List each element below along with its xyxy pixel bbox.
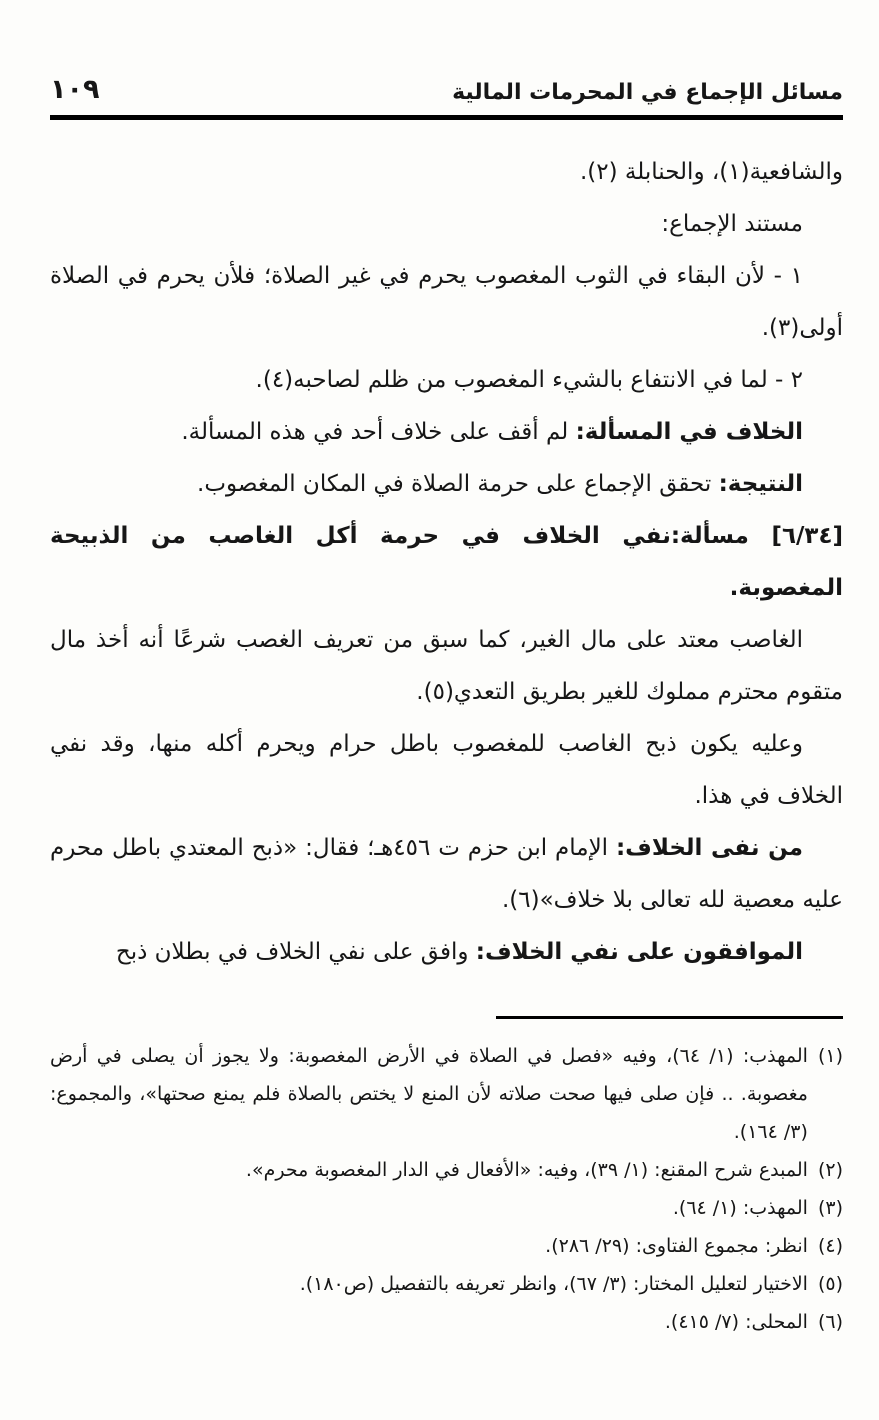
paragraph-text: وعليه يكون ذبح الغاصب للمغصوب باطل حرام ويحرم أكله منها، وقد نفي الخلاف في هذا. bbox=[50, 731, 843, 809]
paragraph-lead: النتيجة: bbox=[718, 471, 803, 497]
footnote-marker: (١) bbox=[817, 1045, 843, 1067]
body-paragraph bbox=[50, 406, 843, 458]
footnote-marker: (٢) bbox=[817, 1159, 843, 1181]
masala-heading bbox=[50, 510, 843, 614]
body-paragraph bbox=[50, 614, 843, 718]
footnote-text: المحلى: (٧/ ٤١٥). bbox=[664, 1311, 808, 1333]
paragraph-text: الغاصب معتد على مال الغير، كما سبق من تعريف الغصب شرعًا أنه أخذ مال متقوم محترم مملوك للغير بطريق التعدي(٥). bbox=[50, 627, 843, 705]
footnote-item bbox=[50, 1227, 843, 1265]
footnote-item bbox=[50, 1189, 843, 1227]
paragraph-lead: [٦/٣٤] مسألة:نفي الخلاف في حرمة أكل الغاصب من الذبيحة المغصوبة. bbox=[50, 523, 843, 601]
paragraph-text: مستند الإجماع: bbox=[661, 211, 803, 237]
footnote-item bbox=[50, 1037, 843, 1151]
footnote-text: انظر: مجموع الفتاوى: (٢٩/ ٢٨٦). bbox=[545, 1235, 808, 1257]
body-paragraph bbox=[50, 354, 843, 406]
paragraph-text: وافق على نفي الخلاف في بطلان ذبح bbox=[115, 939, 476, 965]
running-head-title: مسائل الإجماع في المحرمات المالية bbox=[452, 80, 843, 105]
body-paragraph bbox=[50, 146, 843, 198]
footnote-text: المهذب: (١/ ٦٤). bbox=[672, 1197, 808, 1219]
paragraph-text: ٢ - لما في الانتفاع بالشيء المغصوب من ظلم لصاحبه(٤). bbox=[255, 367, 803, 393]
body-paragraph bbox=[50, 250, 843, 354]
footnote-text: المهذب: (١/ ٦٤)، وفيه «فصل في الصلاة في الأرض المغصوبة: ولا يجوز أن يصلى في أرض مغصوبة. .. فإن صلى فيها صحت صلاته لأن المنع لا يختص بالصلاة فلم يمنع صحتها»، والمجموع: (٣/ ١٦٤). bbox=[50, 1045, 808, 1143]
body-paragraph bbox=[50, 718, 843, 822]
footnote-marker: (٤) bbox=[817, 1235, 843, 1257]
body-text bbox=[0, 120, 879, 978]
footnote-marker: (٣) bbox=[817, 1197, 843, 1219]
body-paragraph bbox=[50, 198, 843, 250]
footnote-marker: (٦) bbox=[817, 1311, 843, 1333]
paragraph-text: الإمام ابن حزم ت ٤٥٦هـ؛ فقال: «ذبح المعتدي باطل محرم عليه معصية لله تعالى بلا خلاف»(٦). bbox=[50, 835, 843, 913]
paragraph-lead: من نفى الخلاف: bbox=[615, 835, 804, 861]
paragraph-text: تحقق الإجماع على حرمة الصلاة في المكان المغصوب. bbox=[197, 471, 719, 497]
body-paragraph bbox=[50, 822, 843, 926]
footnote-marker: (٥) bbox=[817, 1273, 843, 1295]
body-paragraph bbox=[50, 926, 843, 978]
body-paragraph bbox=[50, 458, 843, 510]
footnote-item bbox=[50, 1265, 843, 1303]
footnote-text: المبدع شرح المقنع: (١/ ٣٩)، وفيه: «الأفعال في الدار المغصوبة محرم». bbox=[245, 1159, 808, 1181]
page-header bbox=[0, 0, 879, 105]
paragraph-lead: الموافقون على نفي الخلاف: bbox=[475, 939, 803, 965]
paragraph-text: ١ - لأن البقاء في الثوب المغصوب يحرم في غير الصلاة؛ فلأن يحرم في الصلاة أولى(٣). bbox=[50, 263, 843, 341]
footnote-divider bbox=[496, 1016, 843, 1019]
footnote-text: الاختيار لتعليل المختار: (٣/ ٦٧)، وانظر تعريفه بالتفصيل (ص١٨٠). bbox=[299, 1273, 808, 1295]
footnote-item bbox=[50, 1151, 843, 1189]
paragraph-text: والشافعية(١)، والحنابلة (٢). bbox=[579, 159, 843, 185]
page-number: ١٠٩ bbox=[50, 74, 100, 105]
footnote-item bbox=[50, 1303, 843, 1341]
paragraph-lead: الخلاف في المسألة: bbox=[575, 419, 803, 445]
footnotes-section bbox=[0, 1037, 879, 1341]
paragraph-text: لم أقف على خلاف أحد في هذه المسألة. bbox=[181, 419, 576, 445]
